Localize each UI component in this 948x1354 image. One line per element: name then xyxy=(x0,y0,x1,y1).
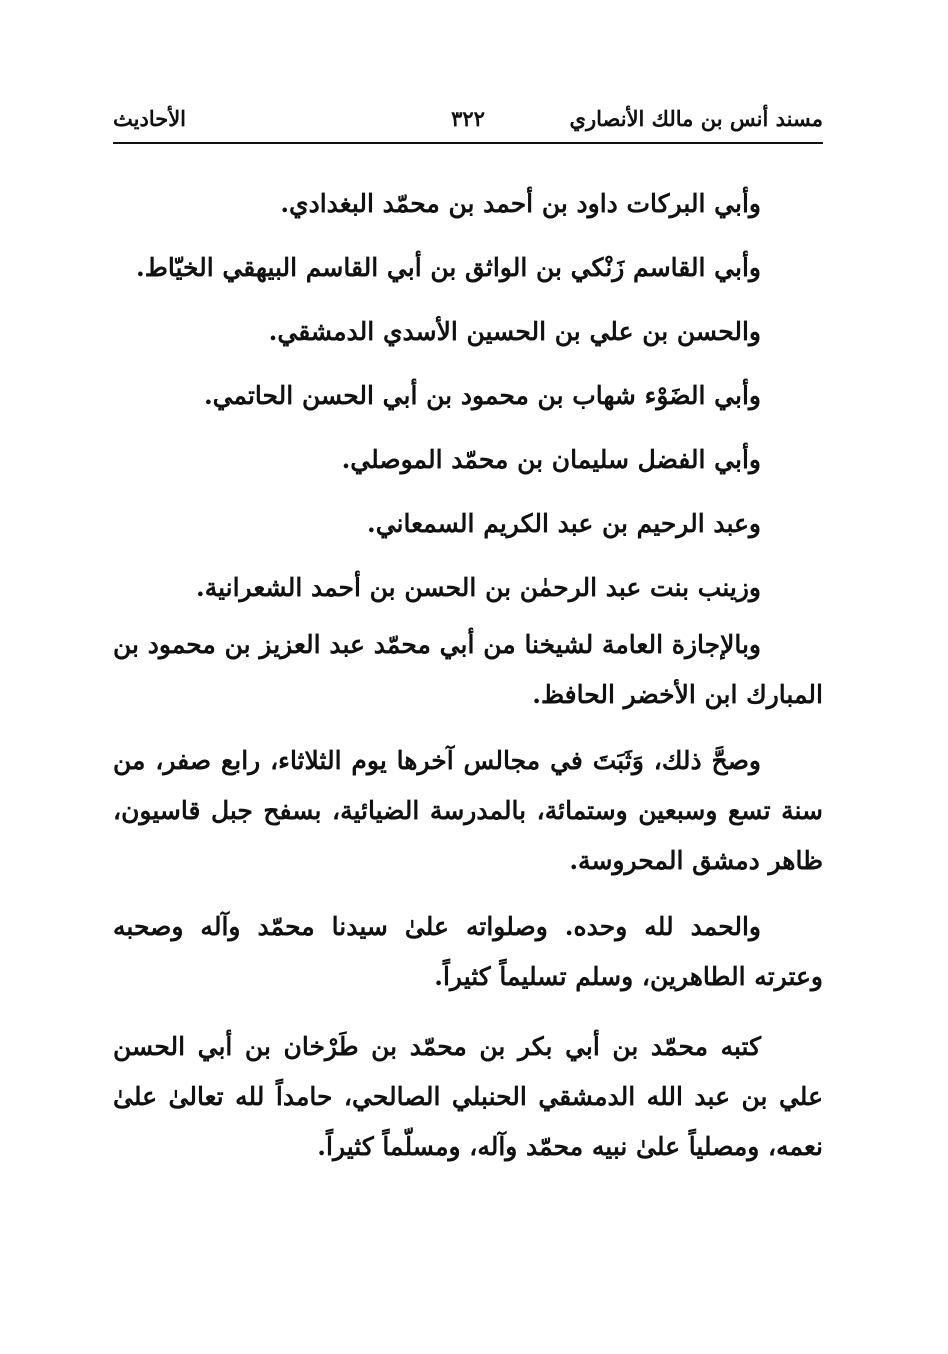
paragraph-colophon-date: وصحَّ ذلك، وَثَبَتَ في مجالس آخرها يوم الثلاثاء، رابع صفر، من سنة تسع وسبعين وستمائة، بالمدرسة الضيائية، بسفح جبل قاسيون، ظاهر دمشق المحروسة. xyxy=(113,746,823,875)
paragraph-general-license: وبالإجازة العامة لشيخنا من أبي محمّد عبد العزيز بن محمود بن المبارك ابن الأخضر الحافظ. xyxy=(113,630,823,709)
paragraph-doxology: والحمد لله وحده. وصلواته علىٰ سيدنا محمّد وآله وصحبه وعترته الطاهرين، وسلم تسليماً كثيراً. xyxy=(113,912,823,991)
narrator-line: وأبي البركات داود بن أحمد بن محمّد البغدادي. xyxy=(280,189,761,218)
narrator-line: والحسن بن علي بن الحسين الأسدي الدمشقي. xyxy=(268,317,761,346)
narrator-line: وأبي الضَوْء شهاب بن محمود بن أبي الحسن الحاتمي. xyxy=(203,381,761,410)
section-title: الأحاديث xyxy=(113,106,187,131)
book-title: مسند أنس بن مالك الأنصاري xyxy=(569,106,823,131)
page-header xyxy=(113,106,823,140)
narrator-line: وأبي القاسم زَنْكي بن الواثق بن أبي القاسم البيهقي الخيّاط. xyxy=(136,253,761,282)
page-body xyxy=(113,172,823,1172)
page-number: ٣٢٢ xyxy=(451,106,485,131)
narrator-line: وزينب بنت عبد الرحمٰن بن الحسن بن أحمد الشعرانية. xyxy=(195,573,761,602)
header-divider xyxy=(113,142,823,144)
narrator-line: وعبد الرحيم بن عبد الكريم السمعاني. xyxy=(367,509,761,538)
paragraph-scribe: كتبه محمّد بن أبي بكر بن محمّد بن طَرْخان بن أبي الحسن علي بن عبد الله الدمشقي الحنبلي الصالحي، حامداً لله تعالىٰ علىٰ نعمه، ومصلياً علىٰ نبيه محمّد وآله، ومسلّماً كثيراً. xyxy=(113,1032,823,1161)
narrator-line: وأبي الفضل سليمان بن محمّد الموصلي. xyxy=(341,445,761,474)
